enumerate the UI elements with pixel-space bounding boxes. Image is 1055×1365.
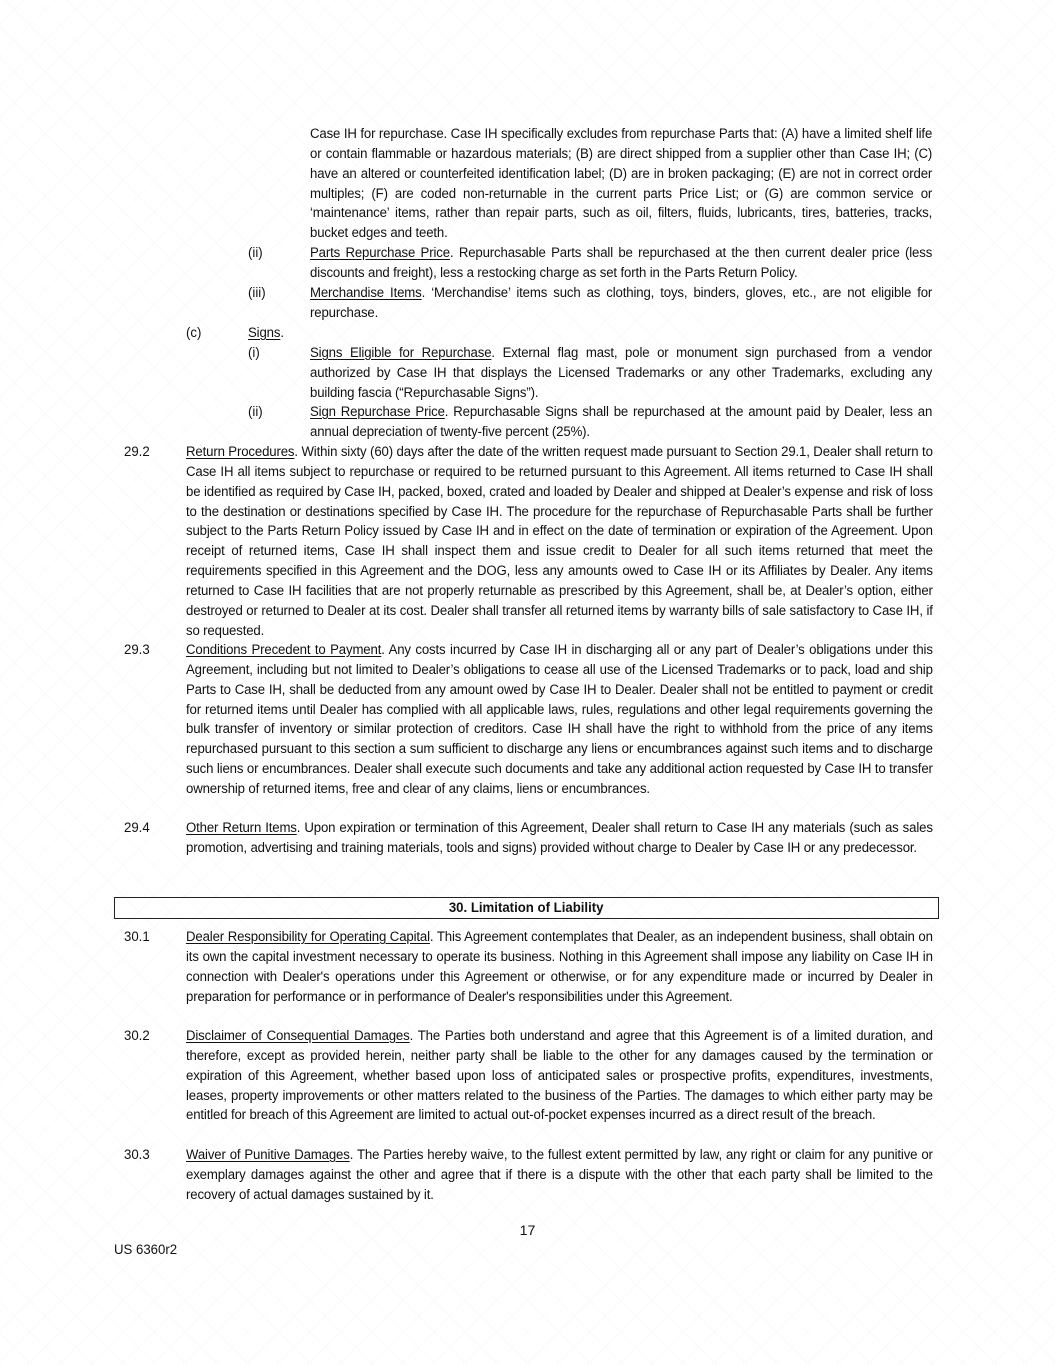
section-number-29-2: 29.2 xyxy=(124,444,150,460)
section-30-3-title: Waiver of Punitive Damages xyxy=(186,1147,350,1163)
section-29-4 xyxy=(186,819,933,859)
section-30-2 xyxy=(186,1027,933,1126)
document-code: US 6360r2 xyxy=(114,1242,178,1258)
item-c-ii xyxy=(310,403,932,443)
section-30-2-title: Disclaimer of Consequential Damages xyxy=(186,1028,410,1044)
item-b-iii-title: Merchandise Items xyxy=(310,285,422,301)
parts-exclusion-paragraph: Case IH for repurchase. Case IH specifically excludes from repurchase Parts that: (A) have a limited shelf life or contain flammable or hazardous materials; (B) are direct shipped from a supplier other than Case IH; (C) have an altered or counterfeited identification label; (D) are in broken packaging; (E) are not in correct order multiples; (F) are coded non-returnable in the current parts Price List; or (G) are common service or ‘maintenance’ items, rather than repair parts, such as oil, filters, fluids, lubricants, tires, batteries, tracks, bucket edges and teeth. xyxy=(310,126,933,242)
item-label-b-iii: (iii) xyxy=(248,285,266,301)
section-30-3-body: . The Parties hereby waive, to the fullest extent permitted by law, any right or claim for any punitive or exemplary damages against the other and agree that if there is a dispute with the other that each party shall be limited to the recovery of actual damages sustained by it. xyxy=(186,1147,933,1203)
section-29-4-title: Other Return Items xyxy=(186,820,297,836)
item-label-c-i: (i) xyxy=(248,345,260,361)
item-c-body: . xyxy=(280,325,284,341)
item-label-c: (c) xyxy=(186,325,202,341)
item-c-i-body: . External flag mast, pole or monument sign purchased from a vendor authorized by Case IH that displays the Licensed Trademarks or any other Trademarks, excluding any building fascia (“Repurchasable Signs”). xyxy=(310,345,933,401)
section-30-heading xyxy=(114,897,939,919)
section-30-1 xyxy=(186,928,933,1007)
section-29-3-title: Conditions Precedent to Payment xyxy=(186,642,382,658)
section-number-29-3: 29.3 xyxy=(124,642,150,658)
item-c-i-title: Signs Eligible for Repurchase xyxy=(310,345,492,361)
section-30-2-body: . The Parties both understand and agree that this Agreement is of a limited duration, and therefore, except as provided herein, neither party shall be liable to the other for any damages caused by the termination or expiration of this Agreement, whether based upon loss of anticipated sales or prospective profits, expenditures, investments, leases, property improvements or other matters related to the business of the Parties. The damages to which either party may be entitled for breach of this Agreement are limited to actual out-of-pocket expenses incurred as a direct result of the breach. xyxy=(186,1028,933,1124)
item-b-ii xyxy=(310,244,932,284)
section-29-3-body: . Any costs incurred by Case IH in discharging all or any part of Dealer’s obligations under this Agreement, including but not limited to Dealer’s obligations to cease all use of the Licensed Trademarks or to pack, load and ship Parts to Case IH, shall be deducted from any amount owed by Case IH to Dealer. Dealer shall not be entitled to payment or credit for returned items until Dealer has complied with all applicable laws, rules, regulations and other legal requirements governing the bulk transfer of inventory or similar protection of creditors. Case IH shall have the right to withhold from the price of any items repurchased pursuant to this section a sum sufficient to discharge any liens or encumbrances against such items and to discharge such liens or encumbrances. Dealer shall execute such documents and take any additional action requested by Case IH to transfer ownership of returned items, free and clear of any claims, liens or encumbrances. xyxy=(186,642,933,797)
item-label-b-ii: (ii) xyxy=(248,245,263,261)
section-30-3 xyxy=(186,1146,933,1206)
section-number-30-1: 30.1 xyxy=(124,929,150,945)
section-30-1-title: Dealer Responsibility for Operating Capital xyxy=(186,929,430,945)
item-b-ii-title: Parts Repurchase Price xyxy=(310,245,450,261)
section-29-4-body: . Upon expiration or termination of this Agreement, Dealer shall return to Case IH any materials (such as sales promotion, advertising and training materials, tools and signs) provided without charge to Dealer by Case IH or any predecessor. xyxy=(186,820,933,856)
section-number-30-3: 30.3 xyxy=(124,1147,150,1163)
item-c-ii-title: Sign Repurchase Price xyxy=(310,404,445,420)
page-number: 17 xyxy=(519,1223,536,1239)
section-29-2-title: Return Procedures xyxy=(186,444,295,460)
section-number-29-4: 29.4 xyxy=(124,820,150,836)
item-b-iii-body: . ‘Merchandise’ items such as clothing, toys, binders, gloves, etc., are not eligible for repurchase. xyxy=(310,285,933,321)
section-30-heading-text: 30. Limitation of Liability xyxy=(449,900,604,916)
item-c-i xyxy=(310,344,932,404)
section-29-2 xyxy=(186,443,933,641)
item-c-title: Signs xyxy=(248,325,281,341)
section-29-3 xyxy=(186,641,933,800)
item-label-c-ii: (ii) xyxy=(248,404,263,420)
item-b-ii-body: . Repurchasable Parts shall be repurchased at the then current dealer price (less discounts and freight), less a restocking charge as set forth in the Parts Return Policy. xyxy=(310,245,933,281)
section-29-2-body: . Within sixty (60) days after the date of the written request made pursuant to Section 29.1, Dealer shall return to Case IH all items subject to repurchase or required to be returned pursuant to this Agreement. All items returned to Case IH shall be identified as required by Case IH, packed, boxed, crated and loaded by Dealer and shipped at Dealer’s expense and risk of loss to the destination or destinations specified by Case IH. The procedure for the repurchase of Repurchasable Parts shall be further subject to the Parts Return Policy issued by Case IH and in effect on the date of termination or expiration of the Agreement. Upon receipt of returned items, Case IH shall inspect them and issue credit to Dealer for all such items returned that meet the requirements specified in this Agreement and the DOG, less any amounts owed to Case IH or its Affiliates by Dealer. Any items returned to Case IH facilities that are not properly returnable as prescribed by this Agreement, shall be, at Dealer’s option, either destroyed or returned to Dealer at its cost. Dealer shall transfer all returned items by warranty bills of sale satisfactory to Case IH, if so requested. xyxy=(186,444,933,639)
section-30-1-body: . This Agreement contemplates that Dealer, as an independent business, shall obtain on its own the capital investment necessary to operate its business. Nothing in this Agreement shall impose any liability on Case IH in connection with Dealer's operations under this Agreement or otherwise, or for any expenditure made or incurred by Dealer in preparation for performance or in performance of Dealer's responsibilities under this Agreement. xyxy=(186,929,933,1005)
item-c-ii-body: . Repurchasable Signs shall be repurchased at the amount paid by Dealer, less an annual depreciation of twenty-five percent (25%). xyxy=(310,404,933,440)
item-c xyxy=(248,324,527,344)
item-b-iii xyxy=(310,284,932,324)
section-number-30-2: 30.2 xyxy=(124,1028,150,1044)
